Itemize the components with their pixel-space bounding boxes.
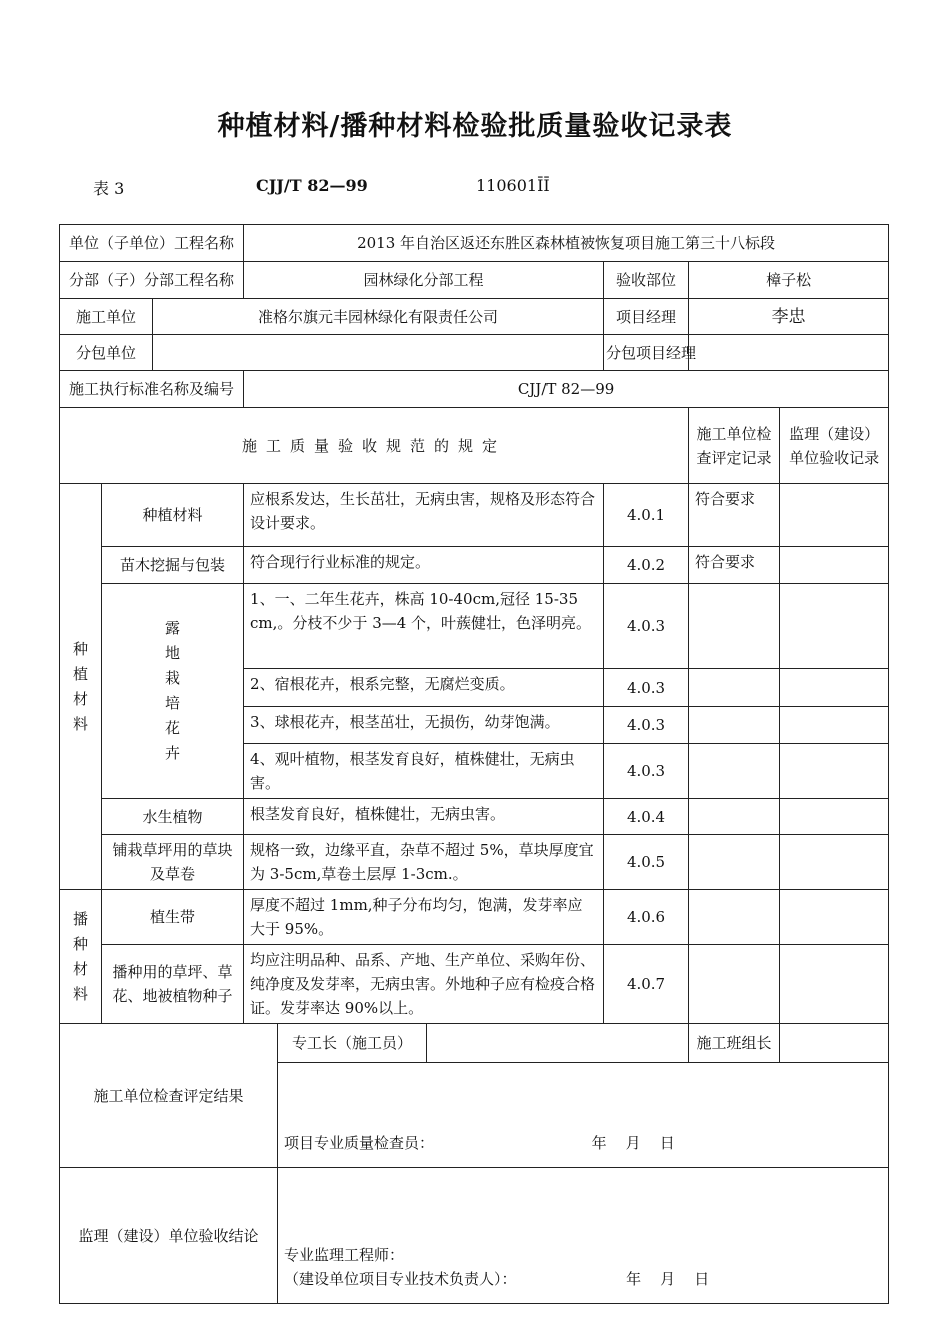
- row-code: 4.0.5: [604, 835, 689, 890]
- row-supervisor: [780, 584, 889, 669]
- row-check: [689, 669, 780, 707]
- row-desc: 4、观叶植物，根茎发育良好，植株健壮，无病虫害。: [244, 744, 604, 799]
- sub-project-value: 园林绿化分部工程: [244, 262, 604, 299]
- row-code: 4.0.3: [604, 707, 689, 744]
- row-supervisor: [780, 669, 889, 707]
- row-code: 4.0.4: [604, 799, 689, 835]
- row-item: 播种用的草坪、草花、地被植物种子: [102, 945, 244, 1024]
- row-desc: 根茎发育良好，植株健壮，无病虫害。: [244, 799, 604, 835]
- group-outdoor-flowers: 露 地 栽 培 花 卉: [102, 584, 244, 799]
- contractor-value: 准格尔旗元丰园林绿化有限责任公司: [153, 299, 604, 335]
- owner-tech-label: （建设单位项目专业技术负责人）：: [284, 1270, 517, 1288]
- row-supervisor: [780, 835, 889, 890]
- row-desc: 3、球根花卉，根茎茁壮，无损伤，幼芽饱满。: [244, 707, 604, 744]
- row-check: [689, 890, 780, 945]
- row-item: 植生带: [102, 890, 244, 945]
- row-supervisor: [780, 547, 889, 584]
- accept-part-label: 验收部位: [604, 262, 689, 299]
- sub-pm-label: 分包项目经理: [604, 335, 689, 371]
- standard-value: CJJ/T 82—99: [244, 371, 889, 408]
- inspector-label: 项目专业质量检查员：: [284, 1134, 435, 1152]
- contractor-result-label: 施工单位检查评定结果: [60, 1024, 278, 1168]
- row-item: 种植材料: [102, 484, 244, 547]
- foreman-value: [427, 1024, 689, 1063]
- team-leader-label: 施工班组长: [689, 1024, 780, 1063]
- supervisor-sign-cell: [278, 1168, 889, 1304]
- row-code: 4.0.6: [604, 890, 689, 945]
- group-planting-materials: 种 植 材 料: [60, 484, 102, 890]
- row-check: 符合要求: [689, 547, 780, 584]
- sub-pm-value: [689, 335, 889, 371]
- pm-value: 李忠: [689, 299, 889, 335]
- row-check: [689, 707, 780, 744]
- row-code: 4.0.3: [604, 744, 689, 799]
- contractor-label: 施工单位: [60, 299, 153, 335]
- row-code: 4.0.3: [604, 669, 689, 707]
- supervisor-conclusion-label: 监理（建设）单位验收结论: [60, 1168, 278, 1304]
- row-supervisor: [780, 744, 889, 799]
- engineer-label: 专业监理工程师：: [284, 1246, 405, 1264]
- row-check: [689, 835, 780, 890]
- row-desc: 1、一、二年生花卉，株高 10-40cm,冠径 15-35 cm,。分枝不少于 3—4 个，叶蔟健壮，色泽明亮。: [244, 584, 604, 669]
- pm-label: 项目经理: [604, 299, 689, 335]
- row-supervisor: [780, 484, 889, 547]
- row-supervisor: [780, 707, 889, 744]
- row-desc: 应根系发达，生长茁壮，无病虫害，规格及形态符合设计要求。: [244, 484, 604, 547]
- row-item: 铺栽草坪用的草块及草卷: [102, 835, 244, 890]
- contractor-check-header: 施工单位检查评定记录: [689, 408, 780, 484]
- row-item: 水生植物: [102, 799, 244, 835]
- row-check: 符合要求: [689, 484, 780, 547]
- standard-label: 施工执行标准名称及编号: [60, 371, 244, 408]
- row-desc: 2、宿根花卉，根系完整，无腐烂变质。: [244, 669, 604, 707]
- row-desc: 符合现行行业标准的规定。: [244, 547, 604, 584]
- subcontractor-label: 分包单位: [60, 335, 153, 371]
- foreman-label: 专工长（施工员）: [278, 1024, 427, 1063]
- row-supervisor: [780, 890, 889, 945]
- row-supervisor: [780, 945, 889, 1024]
- row-desc: 厚度不超过 1mm,种子分布均匀，饱满，发芽率应大于 95%。: [244, 890, 604, 945]
- row-check: [689, 945, 780, 1024]
- supervisor-header: 监理（建设）单位验收记录: [780, 408, 889, 484]
- group-sowing-materials: 播 种 材 料: [60, 890, 102, 1024]
- row-code: 4.0.3: [604, 584, 689, 669]
- standard-code: CJJ/T 82—99: [256, 176, 368, 195]
- accept-part-value: 樟子松: [689, 262, 889, 299]
- inspector-date: 年 月 日: [591, 1134, 675, 1152]
- row-desc: 规格一致，边缘平直，杂草不超过 5%，草块厚度宜为 3-5cm,草卷土层厚 1-3cm.。: [244, 835, 604, 890]
- row-check: [689, 744, 780, 799]
- row-supervisor: [780, 799, 889, 835]
- sub-project-label: 分部（子）分部工程名称: [60, 262, 244, 299]
- row-code: 4.0.2: [604, 547, 689, 584]
- row-item: 苗木挖掘与包装: [102, 547, 244, 584]
- form-code: 110601ĪĪ: [476, 176, 550, 195]
- row-code: 4.0.7: [604, 945, 689, 1024]
- row-desc: 均应注明品种、品系、产地、生产单位、采购年份、纯净度及发芽率，无病虫害。外地种子应有检疫合格证。发芽率达 90%以上。: [244, 945, 604, 1024]
- row-check: [689, 799, 780, 835]
- supervisor-date: 年 月 日: [626, 1270, 710, 1288]
- inspector-cell: [278, 1063, 889, 1168]
- table-number: 表 3: [93, 179, 125, 198]
- page-title: 种植材料/播种材料检验批质量验收记录表: [217, 111, 733, 142]
- row-code: 4.0.1: [604, 484, 689, 547]
- inspection-form: [59, 224, 889, 1304]
- spec-header: 施工质量验收规范的规定: [60, 408, 689, 484]
- unit-label: 单位（子单位）工程名称: [60, 225, 244, 262]
- subcontractor-value: [153, 335, 604, 371]
- unit-value: 2013 年自治区返还东胜区森林植被恢复项目施工第三十八标段: [244, 225, 889, 262]
- row-check: [689, 584, 780, 669]
- team-leader-value: [780, 1024, 889, 1063]
